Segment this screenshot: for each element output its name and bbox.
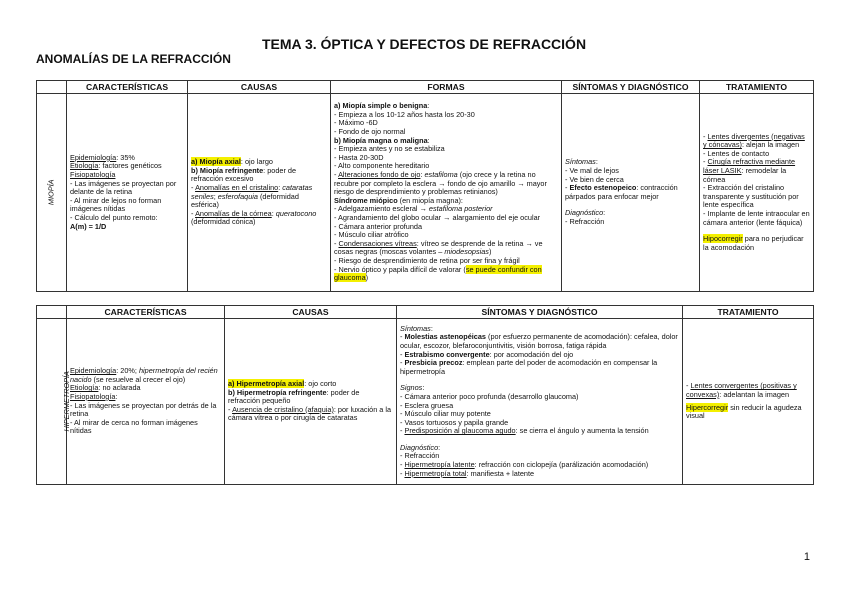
header-caracteristicas: CARACTERÍSTICAS (67, 81, 188, 94)
cell-sintomas: Síntomas: - Ve mal de lejos - Ve bien de cerca - Efecto estenopeico: contracción párpados para enfocar mejor Diagnóstico: - Refracción (562, 94, 700, 292)
header-caracteristicas: CARACTERÍSTICAS (67, 306, 225, 319)
table-row (37, 319, 814, 485)
header-tratamiento: TRATAMIENTO (700, 81, 814, 94)
header-tratamiento: TRATAMIENTO (683, 306, 814, 319)
header-causas: CAUSAS (225, 306, 397, 319)
cell-caracteristicas: Epidemiología: 35% Etiología: factores genéticos Fisiopatología - Las imágenes se proyectan por delante de la retina - Al mirar de lejos no forman imágenes nítidas - Cálculo del punto remoto: A(m) = 1/D (67, 94, 188, 292)
header-sintomas: SÍNTOMAS Y DIAGNÓSTICO (397, 306, 683, 319)
header-empty (37, 81, 67, 94)
table-header-row (37, 81, 814, 94)
cell-causas: a) Miopía axial: ojo largo b) Miopía refringente: poder de refracción excesivo - Anomalías en el cristalino: cataratas seniles; esferofaquia (deformidad esférica) - Anomalías de la córnea: queratocono (deformidad cónica) (188, 94, 331, 292)
section-subtitle: ANOMALÍAS DE LA REFRACCIÓN (36, 52, 231, 66)
table-header-row (37, 306, 814, 319)
cell-causas: a) Hipermetropía axial: ojo corto b) Hipermetropía refringente: poder de refracción pequeño - Ausencia de cristalino (afaquia): por luxación a la cámara vítrea o por cirugía de cataratas (225, 319, 397, 485)
header-empty (37, 306, 67, 319)
header-causas: CAUSAS (188, 81, 331, 94)
header-sintomas: SÍNTOMAS Y DIAGNÓSTICO (562, 81, 700, 94)
page-title: TEMA 3. ÓPTICA Y DEFECTOS DE REFRACCIÓN (261, 36, 587, 52)
cell-sintomas: Síntomas: - Molestias astenopéicas (por esfuerzo permanente de acomodación): cefalea, dolor ocular, escozor, blefaroconjuntivitis, visión borrosa, fatiga rápida - Estrabismo convergente: por acomodación del ojo - Presbicia precoz: emplean parte del poder de acomodación en compensar la hipermetropía Signos: - Cámara anterior poco profunda (desarrollo glaucoma) - Esclera gruesa - Músculo ciliar muy potente - Vasos tortuosos y papila grande - Predisposición al glaucoma agudo: se cierra el ángulo y aumenta la tensión Diagnóstico: - Refracción - Hipermetropía latente: refracción con ciclopejía (parálización acomodación) - Hipermetropía total: manifiesta + latente (397, 319, 683, 485)
myopia-table (36, 80, 814, 292)
cell-formas: a) Miopía simple o benigna: - Empieza a los 10-12 años hasta los 20-30 - Máximo -6D - Fondo de ojo normal b) Miopía magna o maligna: - Empieza antes y no se estabiliza - Hasta 20-30D - Alto componente hereditario - Alteraciones fondo de ojo: estafiloma (ojo crece y la retina no recubre por completo la esclera → fondo de ojo amarillo → mayor riesgo de desprendimiento y problemas retinianos) Síndrome miópico (en miopía magna): - Adelgazamiento escleral → estafiloma posterior - Agrandamiento del globo ocular → alargamiento del eje ocular - Cámara anterior profunda - Músculo ciliar atrófico - Condensaciones vítreas: vítreo se desprende de la retina → ve cosas negras (moscas volantes – miodesopsias) - Riesgo de desprendimiento de retina por ser fina y frágil - Nervio óptico y papila difícil de valorar (se puede confundir con glaucoma) (331, 94, 562, 292)
page-number: 1 (803, 551, 810, 563)
table-row (37, 94, 814, 292)
row-label-hipermetropia: HIPERMETROPÍA (37, 319, 67, 485)
cell-caracteristicas: Epidemiología: 20%; hipermetropía del recién nacido (se resuelve al crecer el ojo) Etiología: no aclarada Fisiopatología: - Las imágenes se proyectan por detrás de la retina - Al mirar de cerca no forman imágenes nítidas (67, 319, 225, 485)
hyperopia-table (36, 305, 814, 485)
cell-tratamiento: - Lentes divergentes (negativas y cóncavas): alejan la imagen - Lentes de contacto - Cirugía refractiva mediante láser LASIK: remodelar la córnea - Extracción del cristalino transparente y sustitución por lente específica - Implante de lente intraocular en cámara anterior (lente fáquica) Hipocorregir para no perjudicar la acomodación (700, 94, 814, 292)
row-label-miopia: MIOPÍA (37, 94, 67, 292)
header-formas: FORMAS (331, 81, 562, 94)
cell-tratamiento: - Lentes convergentes (positivas y convexas): adelantan la imagen Hipercorregir sin reducir la agudeza visual (683, 319, 814, 485)
